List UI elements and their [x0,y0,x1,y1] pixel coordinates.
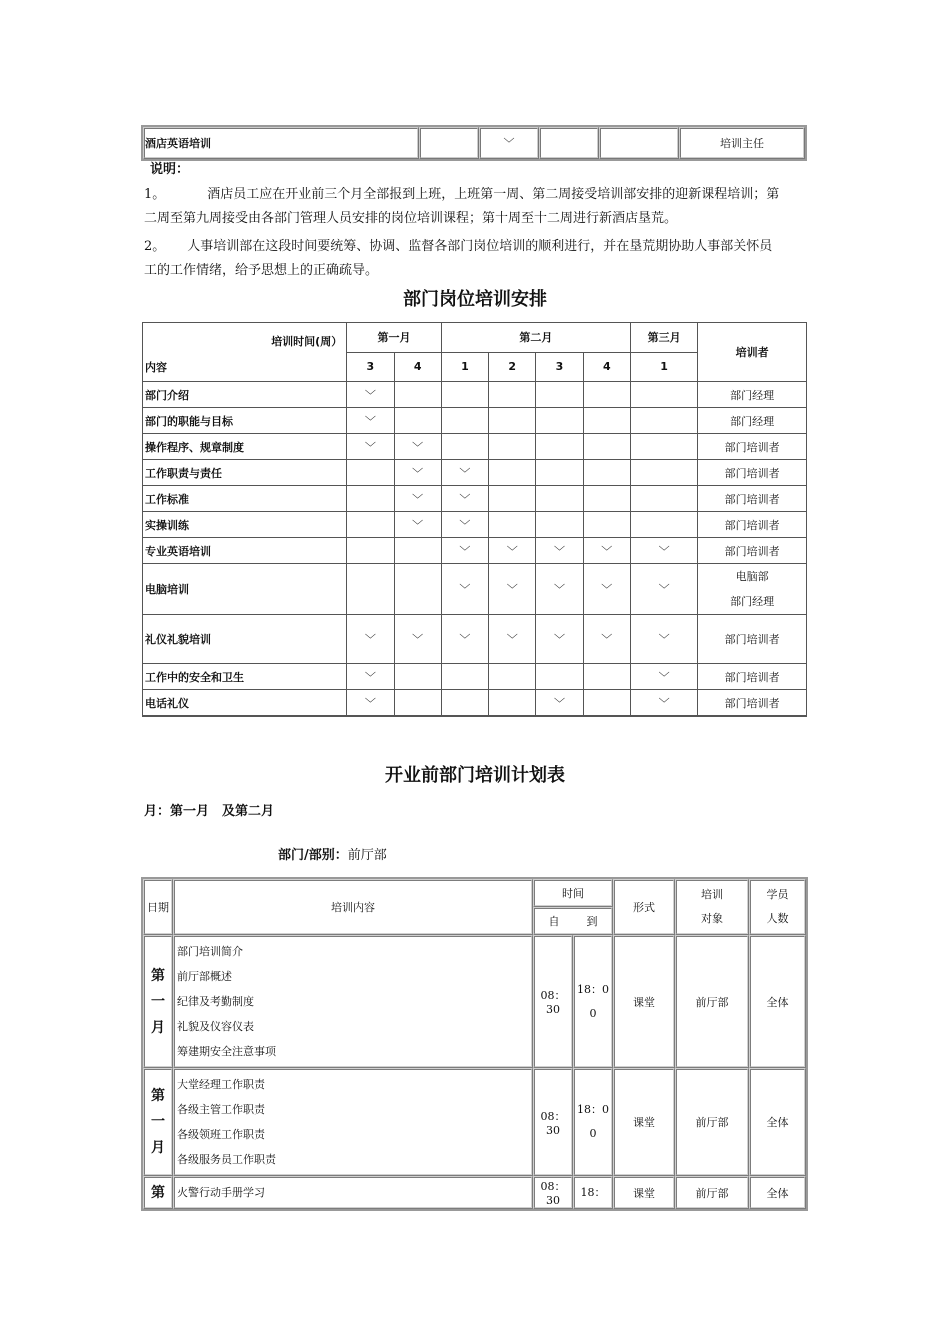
trainer-line: 部门经理 [730,595,775,608]
check-mark: ﹀ [442,538,489,564]
check-mark: ﹀ [489,615,536,664]
dept-training-table [142,322,807,717]
time-to-cell: 18： [573,1176,613,1209]
empty-cell [539,127,599,159]
empty-cell [442,382,489,408]
empty-cell [347,512,394,538]
empty-cell [442,690,489,716]
note-text: 工的工作情绪，给予思想上的正确疏导。 [144,263,379,278]
empty-cell [395,538,442,564]
empty-cell [442,664,489,690]
row-label: 工作标准 [143,486,347,512]
empty-cell [347,564,394,615]
note-number: 1。 [144,187,166,202]
empty-cell [584,690,631,716]
count-header-line: 学员 [766,888,789,901]
count-cell: 全体 [749,1176,806,1209]
corner-top-label: 培训时间(周） [271,335,343,348]
trainer-header: 培训者 [698,323,806,382]
row-label: 电脑培训 [143,564,347,615]
check-mark: ﹀ [536,538,583,564]
table-row [143,1176,806,1209]
check-mark: ﹀ [347,408,394,434]
note-2 [144,235,814,283]
check-mark: ﹀ [395,434,442,460]
corner-bottom-label: 内容 [145,361,167,374]
empty-cell [584,512,631,538]
check-mark: ﹀ [347,434,394,460]
time-to-cell: 18：00 [573,1068,613,1176]
target-cell: 前厅部 [675,935,749,1068]
content-item: 各级主管工作职责 [177,1103,265,1116]
table-row [143,434,806,460]
row-label: 工作职责与责任 [143,460,347,486]
week-header: 3 [536,353,583,383]
table-row [143,564,806,615]
plan-table [141,877,808,1211]
dept-training-body [143,382,806,716]
empty-cell [395,564,442,615]
empty-cell [489,690,536,716]
table-row [143,615,806,664]
corner-header-cell [143,323,347,382]
target-header-line: 培训 [701,888,723,901]
empty-cell [536,382,583,408]
empty-cell [536,408,583,434]
content-header: 培训内容 [173,879,533,935]
empty-cell [395,690,442,716]
check-mark: ﹀ [395,512,442,538]
empty-cell [489,664,536,690]
check-mark: ﹀ [584,564,631,615]
dept-training-title: 部门岗位培训安排 [403,289,547,310]
plan-body [143,935,806,1209]
check-mark: ﹀ [631,664,698,690]
count-cell: 全体 [749,1068,806,1176]
row-trainer: 部门培训者 [698,486,806,512]
row-label: 部门的职能与目标 [143,408,347,434]
empty-cell [489,408,536,434]
check-mark: ﹀ [347,690,394,716]
time-header: 时间 [533,879,613,907]
month-header: 第一月 [347,323,442,353]
trainer-line: 电脑部 [735,570,769,583]
form-cell: 课堂 [613,935,675,1068]
row-mark: ﹀ [479,127,539,159]
time-from-cell: 08：30 [533,1068,573,1176]
empty-cell [489,382,536,408]
empty-cell [395,408,442,434]
table-row [143,408,806,434]
row-trainer: 部门培训者 [698,538,806,564]
row-label: 工作中的安全和卫生 [143,664,347,690]
empty-cell [631,408,698,434]
empty-cell [419,127,479,159]
header-row [143,323,806,353]
notes-heading: 说明： [150,162,190,177]
check-mark: ﹀ [536,690,583,716]
count-cell: 全体 [749,935,806,1068]
target-header [675,879,749,935]
empty-cell [442,434,489,460]
empty-cell [489,460,536,486]
month-header: 第二月 [442,323,631,353]
check-mark: ﹀ [631,690,698,716]
check-mark: ﹀ [442,460,489,486]
week-header: 1 [631,353,698,383]
day-char: 一 [151,1114,165,1130]
table-row [143,127,805,159]
check-mark: ﹀ [395,486,442,512]
day-cell [143,935,173,1068]
empty-cell [395,664,442,690]
check-mark: ﹀ [584,615,631,664]
day-char: 第 [151,967,165,984]
empty-cell [536,512,583,538]
dept-label: 部门/部别： [278,848,348,863]
content-item: 各级服务员工作职责 [177,1153,276,1166]
target-cell: 前厅部 [675,1068,749,1176]
check-mark: ﹀ [489,564,536,615]
row-trainer [698,564,806,615]
check-mark: ﹀ [536,564,583,615]
form-cell: 课堂 [613,1176,675,1209]
row-label: 酒店英语培训 [143,127,419,159]
row-trainer: 部门经理 [698,382,806,408]
empty-cell [631,486,698,512]
target-cell: 前厅部 [675,1176,749,1209]
check-mark: ﹀ [631,615,698,664]
empty-cell [536,460,583,486]
empty-cell [631,434,698,460]
form-header: 形式 [613,879,675,935]
row-trainer: 部门培训者 [698,512,806,538]
row-label: 专业英语培训 [143,538,347,564]
day-char: 第 [151,1184,165,1201]
day-cell [143,1068,173,1176]
check-mark: ﹀ [442,615,489,664]
check-mark: ﹀ [584,538,631,564]
empty-cell [489,486,536,512]
empty-cell [395,382,442,408]
english-training-row-table [141,125,807,161]
day-char: 第 [151,1088,165,1104]
empty-cell [347,460,394,486]
to-header: 到 [573,907,613,935]
check-mark: ﹀ [631,538,698,564]
content-item: 纪律及考勤制度 [177,995,254,1008]
table-row [143,1068,806,1176]
check-mark: ﹀ [442,512,489,538]
plan-title: 开业前部门培训计划表 [385,765,565,786]
empty-cell [347,486,394,512]
note-text: 酒店员工应在开业前三个月全部报到上班，上班第一周、第二周接受培训部安排的迎新课程培训；第 [207,187,780,202]
week-header: 1 [442,353,489,383]
count-header-line: 人数 [766,912,789,925]
row-trainer: 部门经理 [698,408,806,434]
content-item: 火警行动手册学习 [177,1186,265,1199]
empty-cell [584,434,631,460]
table-row [143,382,806,408]
month-header: 第三月 [631,323,698,353]
week-header: 2 [489,353,536,383]
row-trainer: 部门培训者 [698,434,806,460]
content-item: 各级领班工作职责 [177,1128,265,1141]
check-mark: ﹀ [536,615,583,664]
check-mark: ﹀ [395,460,442,486]
row-trainer: 部门培训者 [698,460,806,486]
time-from-cell: 08：30 [533,1176,573,1209]
check-mark: ﹀ [347,382,394,408]
table-row [143,664,806,690]
row-label: 实操训练 [143,512,347,538]
table-row [143,460,806,486]
row-trainer: 培训主任 [679,127,805,159]
empty-cell [599,127,679,159]
empty-cell [442,408,489,434]
date-header: 日期 [143,879,173,935]
week-header: 3 [347,353,394,383]
content-item: 筹建期安全注意事项 [177,1045,276,1058]
empty-cell [489,434,536,460]
check-mark: ﹀ [347,664,394,690]
row-trainer: 部门培训者 [698,615,806,664]
row-trainer: 部门培训者 [698,690,806,716]
row-label: 部门介绍 [143,382,347,408]
target-header-line: 对象 [701,912,723,925]
content-item: 部门培训简介 [177,945,243,958]
check-mark: ﹀ [442,564,489,615]
day-char: 一 [151,993,165,1010]
from-header: 自 [533,907,573,935]
empty-cell [631,382,698,408]
table-row [143,538,806,564]
empty-cell [584,486,631,512]
table-row [143,690,806,716]
check-mark: ﹀ [442,486,489,512]
content-cell [173,1176,533,1209]
day-char: 月 [151,1019,165,1036]
plan-dept-line [278,844,387,863]
check-mark: ﹀ [395,615,442,664]
empty-cell [347,538,394,564]
plan-month-line: 月：第一月 及第二月 [144,804,275,819]
dept-value: 前厅部 [347,848,387,863]
empty-cell [536,664,583,690]
table-row [143,935,806,1068]
week-header: 4 [584,353,631,383]
form-cell: 课堂 [613,1068,675,1176]
content-item: 前厅部概述 [177,970,232,983]
empty-cell [584,460,631,486]
note-1 [144,183,814,231]
empty-cell [536,486,583,512]
empty-cell [631,512,698,538]
empty-cell [584,408,631,434]
note-number: 2。 [144,239,166,254]
count-header [749,879,806,935]
check-mark: ﹀ [631,564,698,615]
content-item: 大堂经理工作职责 [177,1078,265,1091]
note-text: 人事培训部在这段时间要统筹、协调、监督各部门岗位培训的顺利进行，并在垦荒期协助人事部关怀员 [187,239,773,254]
row-label: 礼仪礼貌培训 [143,615,347,664]
row-label: 操作程序、规章制度 [143,434,347,460]
plan-header-row [143,879,806,907]
time-to-cell: 18：00 [573,935,613,1068]
content-cell [173,935,533,1068]
empty-cell [489,512,536,538]
day-cell [143,1176,173,1209]
day-char: 月 [151,1140,165,1156]
row-label: 电话礼仪 [143,690,347,716]
time-from-cell: 08：30 [533,935,573,1068]
content-item: 礼貌及仪容仪表 [177,1020,254,1033]
empty-cell [631,460,698,486]
empty-cell [536,434,583,460]
week-header: 4 [395,353,442,383]
row-trainer: 部门培训者 [698,664,806,690]
check-mark: ﹀ [347,615,394,664]
table-row [143,512,806,538]
content-cell [173,1068,533,1176]
note-text: 二周至第九周接受由各部门管理人员安排的岗位培训课程；第十周至十二周进行新酒店垦荒。 [144,211,678,226]
check-mark: ﹀ [489,538,536,564]
empty-cell [584,664,631,690]
table-row [143,486,806,512]
empty-cell [584,382,631,408]
